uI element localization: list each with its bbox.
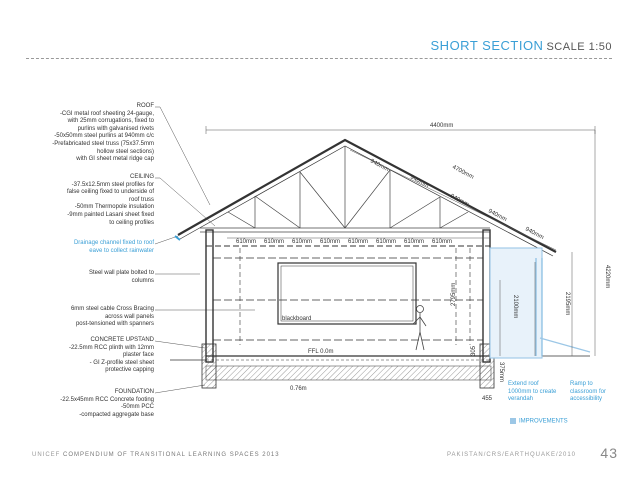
- note-line: Ramp to: [570, 381, 593, 387]
- walls: [206, 230, 490, 362]
- note-line: -CGI metal roof sheeting 24-gauge,: [59, 110, 154, 117]
- dim-rafter: 940mm: [524, 226, 545, 242]
- note-line: verandah: [508, 396, 534, 403]
- note-line: -Prefabricated steel truss (75x37.5mm: [52, 140, 154, 147]
- dim-ceiling-span: 610mm: [264, 239, 285, 245]
- footer-org: UNICEF: [32, 452, 61, 458]
- note-line: Drainage channel fixed to roof: [73, 240, 154, 246]
- note-line: purlins with galvanised rivets: [77, 125, 154, 132]
- note-line: plaster face: [122, 352, 154, 359]
- legend-swatch: [510, 418, 516, 424]
- note-line: -50mm PCC: [120, 404, 154, 411]
- drainage-channel: [175, 236, 180, 240]
- dim-ceiling-span: 610mm: [236, 239, 257, 245]
- dim-window-height: 2795mm: [451, 282, 457, 306]
- note-foundation-heading: FOUNDATION: [114, 389, 154, 395]
- note-line: -9mm painted Lasani sheet fixed: [67, 211, 154, 218]
- blackboard: [278, 263, 416, 324]
- note-line: roof truss: [128, 196, 154, 203]
- dim-footing: 455: [482, 396, 493, 402]
- dim-rafter: 940mm: [369, 158, 390, 174]
- dim-ceiling-span: 610mm: [376, 239, 397, 245]
- note-line: across wall panels: [104, 313, 154, 320]
- note-upstand-heading: CONCRETE UPSTAND: [90, 337, 154, 343]
- footer-left: [32, 452, 280, 458]
- dim-ridge-height: 2195mm: [564, 292, 570, 316]
- note-line: -compacted aggregate base: [79, 411, 154, 418]
- dim-wall-height: 2100mm: [512, 295, 518, 319]
- note-line: -50mm Thermopole insulation: [74, 204, 154, 211]
- note-line: columns: [131, 277, 154, 284]
- legend: [510, 418, 568, 425]
- page-number: 43: [600, 445, 618, 461]
- dim-top-width: 4400mm: [430, 123, 454, 129]
- footer-right: PAKISTAN/CRS/EARTHQUAKE/2010: [446, 452, 576, 458]
- dim-ceiling-span: 610mm: [432, 239, 453, 245]
- level-ngl: 0.76m: [290, 386, 307, 392]
- person-figure: [413, 306, 426, 351]
- note-line: false ceiling fixed to underside of: [66, 189, 154, 196]
- level-ffl: FFL 0.0m: [308, 349, 334, 355]
- title-text: SHORT SECTION: [430, 38, 544, 53]
- blackboard-inner: [281, 266, 413, 321]
- note-line: accessibility: [570, 396, 603, 403]
- note-line: -22.5x45mm RCC Concrete footing: [60, 396, 154, 403]
- note-line: 6mm steel cable Cross Bracing: [70, 306, 154, 312]
- dim-ceiling-span: 610mm: [404, 239, 425, 245]
- dim-plinth: 375mm: [498, 362, 504, 383]
- note-line: eave to collect rainwater: [89, 247, 154, 254]
- dim-rafter: 940mm: [409, 174, 430, 190]
- footings: [202, 344, 494, 388]
- note-line: Steel wall plate bolted to: [88, 270, 154, 276]
- note-line: -37.5x12.5mm steel profiles for: [71, 181, 154, 188]
- dim-overall-height: 4220mm: [604, 265, 610, 289]
- note-line: classroom for: [570, 388, 607, 395]
- note-line: -50x50mm steel purlins at 940mm c/c: [54, 133, 154, 140]
- note-line: Extend roof: [508, 381, 539, 387]
- floor-slab: [206, 356, 490, 360]
- note-line: post-tensioned with spanners: [75, 321, 154, 328]
- blackboard-label: blackboard: [282, 316, 312, 322]
- dim-ceiling-span: 610mm: [348, 239, 369, 245]
- note-roof-heading: ROOF: [136, 103, 154, 109]
- note-ceiling-heading: CEILING: [129, 174, 154, 180]
- ramp: [540, 338, 590, 352]
- dim-ceiling-span: 610mm: [292, 239, 313, 245]
- note-line: hollow steel sections): [96, 148, 154, 155]
- dim-ceiling-span: 610mm: [320, 239, 341, 245]
- note-line: -22.5mm RCC plinth with 12mm: [68, 344, 154, 351]
- footer-publication: COMPENDIUM OF TRANSITIONAL LEARNING SPACES 2013: [63, 452, 280, 458]
- note-line: with GI sheet metal ridge cap: [76, 156, 154, 163]
- dim-rafter-top: 4700mm: [451, 164, 475, 181]
- note-line: - GI Z-profile steel sheet: [89, 359, 154, 366]
- note-line: protective capping: [105, 367, 154, 374]
- scale-text: SCALE 1:50: [546, 41, 612, 53]
- legend-label: IMPROVEMENTS: [519, 418, 568, 425]
- dim-rafter: 940mm: [487, 208, 508, 224]
- dim-rafter: 940mm: [449, 193, 470, 209]
- note-line: 1000mm to create: [508, 388, 557, 395]
- note-line: with 25mm corrugations, fixed to: [67, 118, 154, 125]
- roof-truss: [200, 146, 490, 232]
- note-line: to ceiling profiles: [109, 219, 154, 226]
- dim-upstand: 305: [471, 345, 477, 356]
